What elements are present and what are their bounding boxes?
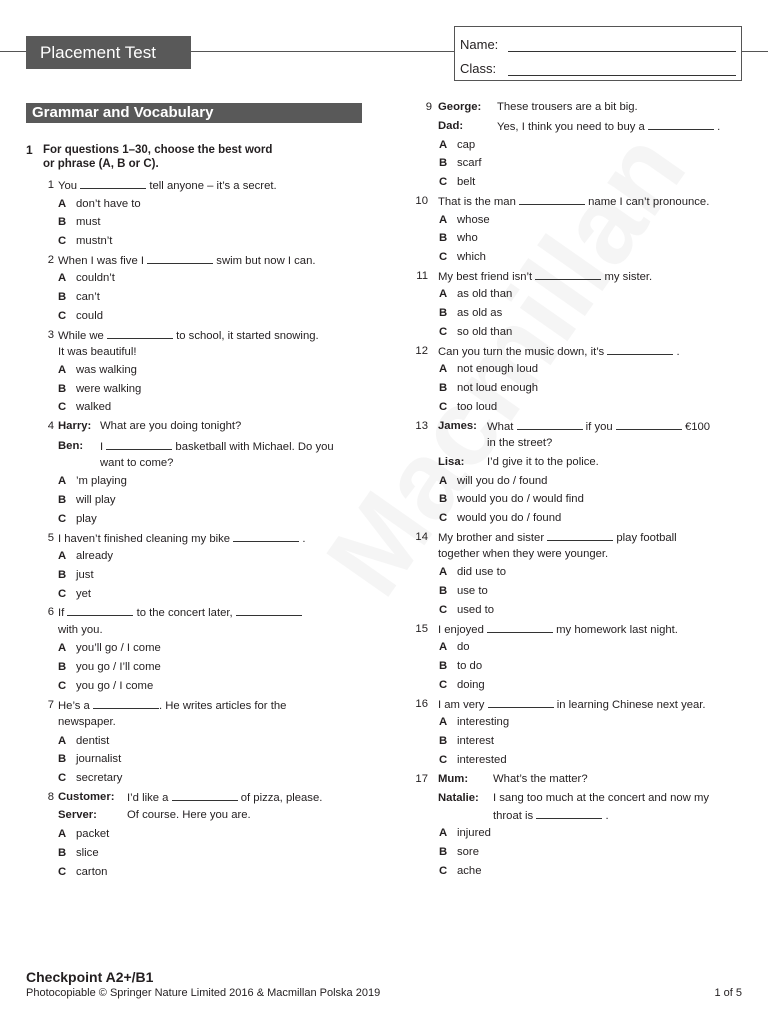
- option-a[interactable]: A cap: [439, 139, 476, 151]
- answer-gap[interactable]: [519, 194, 585, 205]
- option-a[interactable]: A don’t have to: [58, 198, 141, 210]
- answer-gap[interactable]: [648, 119, 714, 130]
- class-row: [460, 61, 736, 76]
- instruction-number: 1: [26, 143, 33, 157]
- option-c[interactable]: C could: [58, 310, 104, 322]
- answer-gap[interactable]: [535, 269, 601, 280]
- option-b[interactable]: B interest: [439, 735, 495, 747]
- answer-gap[interactable]: [616, 419, 682, 430]
- option-a[interactable]: A dentist: [58, 735, 110, 747]
- option-c[interactable]: C belt: [439, 176, 476, 188]
- answer-gap[interactable]: [488, 697, 554, 708]
- option-a[interactable]: A not enough loud: [439, 363, 539, 375]
- option-c[interactable]: C mustn’t: [58, 235, 113, 247]
- answer-gap[interactable]: [147, 253, 213, 264]
- name-row: [460, 37, 736, 52]
- option-c[interactable]: C would you do / found: [439, 512, 562, 524]
- option-b[interactable]: B just: [58, 569, 94, 581]
- footer-title: Checkpoint A2+/B1: [26, 969, 154, 985]
- section-title: Grammar and Vocabulary: [26, 103, 362, 123]
- name-label: Name:: [460, 37, 499, 52]
- answer-gap[interactable]: [80, 178, 146, 189]
- answer-gap[interactable]: [547, 530, 613, 541]
- answer-gap[interactable]: [93, 698, 159, 709]
- option-b[interactable]: B journalist: [58, 753, 122, 765]
- class-field[interactable]: [508, 63, 736, 76]
- answer-gap[interactable]: [106, 439, 172, 450]
- option-a[interactable]: A interesting: [439, 716, 510, 728]
- option-c[interactable]: C interested: [439, 754, 507, 766]
- option-a[interactable]: A as old than: [439, 288, 513, 300]
- option-b[interactable]: B to do: [439, 660, 483, 672]
- option-b[interactable]: B not loud enough: [439, 382, 539, 394]
- name-class-box: [454, 26, 742, 81]
- page-title: Placement Test: [26, 36, 191, 69]
- answer-gap[interactable]: [172, 790, 238, 801]
- answer-gap[interactable]: [107, 328, 173, 339]
- answer-gap[interactable]: [487, 622, 553, 633]
- option-a[interactable]: A packet: [58, 828, 110, 840]
- option-b[interactable]: B were walking: [58, 383, 142, 395]
- option-b[interactable]: B would you do / would find: [439, 493, 584, 505]
- option-a[interactable]: A ’m playing: [58, 475, 127, 487]
- option-a[interactable]: A will you do / found: [439, 475, 548, 487]
- answer-gap[interactable]: [233, 531, 299, 542]
- option-a[interactable]: A injured: [439, 827, 491, 839]
- name-field[interactable]: [508, 39, 736, 52]
- option-c[interactable]: C too loud: [439, 401, 498, 413]
- option-b[interactable]: B can’t: [58, 291, 100, 303]
- option-a[interactable]: A you’ll go / I come: [58, 642, 161, 654]
- option-a[interactable]: A did use to: [439, 566, 506, 578]
- option-a[interactable]: A couldn’t: [58, 272, 115, 284]
- option-c[interactable]: C doing: [439, 679, 485, 691]
- option-c[interactable]: C yet: [58, 588, 92, 600]
- option-b[interactable]: B slice: [58, 847, 99, 859]
- question-number: 1: [47, 179, 54, 191]
- option-c[interactable]: C you go / I come: [58, 680, 154, 692]
- option-a[interactable]: A whose: [439, 214, 490, 226]
- option-b[interactable]: B you go / I’ll come: [58, 661, 161, 673]
- option-c[interactable]: C used to: [439, 604, 495, 616]
- option-c[interactable]: C secretary: [58, 772, 123, 784]
- class-label: Class:: [460, 61, 497, 76]
- option-c[interactable]: C which: [439, 251, 486, 263]
- option-c[interactable]: C so old than: [439, 326, 513, 338]
- answer-gap[interactable]: [67, 605, 133, 616]
- option-c[interactable]: C ache: [439, 865, 482, 877]
- option-a[interactable]: A was walking: [58, 364, 137, 376]
- option-b[interactable]: B must: [58, 216, 101, 228]
- answer-gap[interactable]: [536, 808, 602, 819]
- option-c[interactable]: C walked: [58, 401, 112, 413]
- page-number: 1 of 5: [714, 987, 742, 999]
- option-b[interactable]: B as old as: [439, 307, 503, 319]
- option-b[interactable]: B who: [439, 232, 478, 244]
- option-b[interactable]: B scarf: [439, 157, 482, 169]
- footer-copyright: Photocopiable © Springer Nature Limited 2016 & Macmillan Polska 2019: [26, 987, 381, 999]
- option-c[interactable]: C play: [58, 513, 97, 525]
- option-b[interactable]: B will play: [58, 494, 116, 506]
- answer-gap[interactable]: [607, 344, 673, 355]
- option-b[interactable]: B use to: [439, 585, 488, 597]
- answer-gap[interactable]: [236, 605, 302, 616]
- option-b[interactable]: B sore: [439, 846, 479, 858]
- answer-gap[interactable]: [517, 419, 583, 430]
- instruction-text: For questions 1–30, choose the best word or phrase (A, B or C).: [43, 144, 273, 170]
- option-a[interactable]: A already: [58, 550, 114, 562]
- option-a[interactable]: A do: [439, 641, 470, 653]
- option-c[interactable]: C carton: [58, 866, 108, 878]
